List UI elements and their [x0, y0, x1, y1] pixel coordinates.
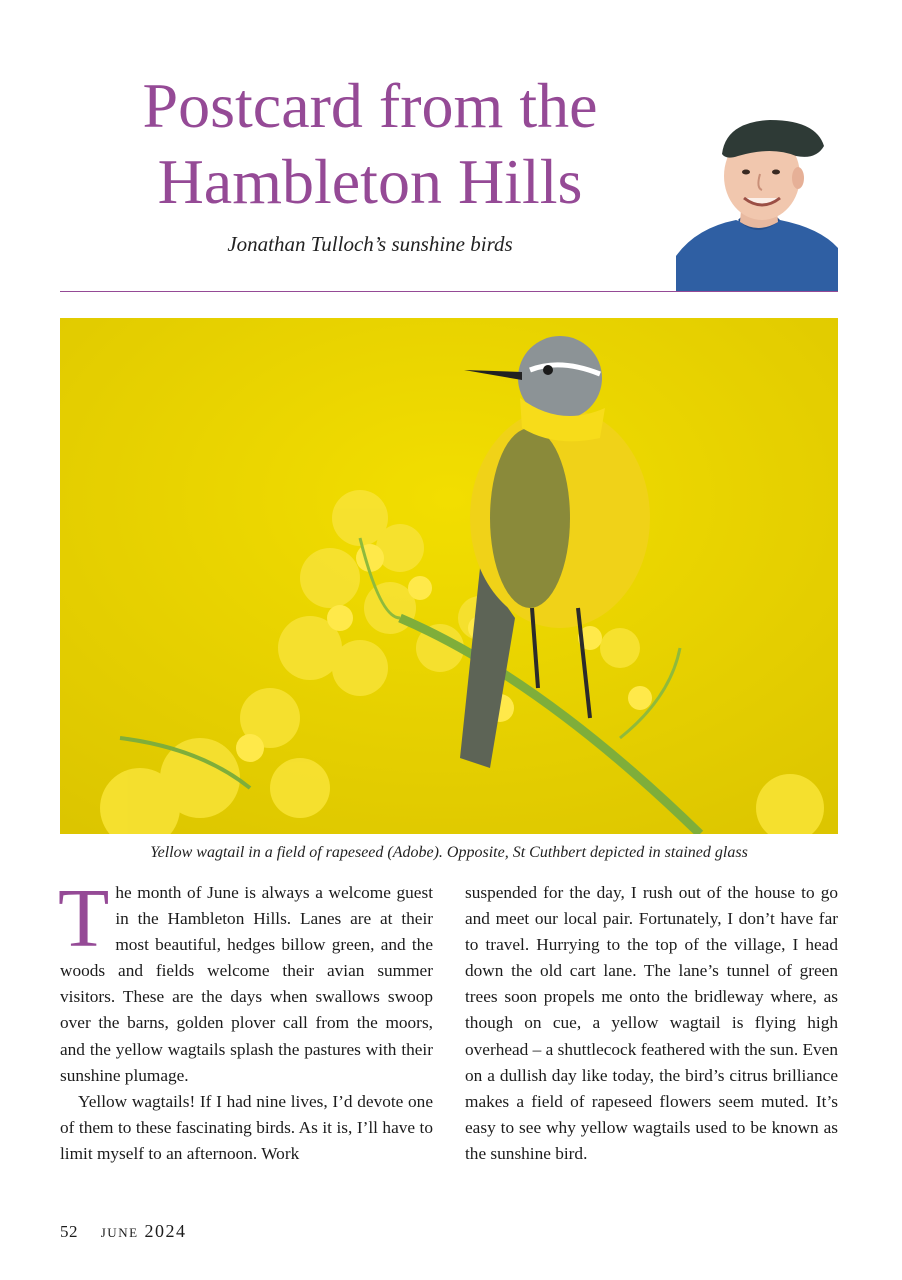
- header-rule: [60, 291, 838, 292]
- paragraph-3: suspended for the day, I rush out of the house to go and meet our local pair. Fortunately, I don’t have far to travel. Hurrying to the top of the village, I head down the old cart lane. The lane’s tunnel of green trees soon propels me onto the bridleway where, as though on cue, a yellow wagtail is flying high overhead – a shuttlecock feathered with the sun. Even on a dullish day like today, the bird’s citrus brilliance makes a field of rapeseed flowers seem muted. It’s easy to see why yellow wagtails used to be known as the sunshine bird.: [465, 883, 838, 1163]
- hero-caption: Yellow wagtail in a field of rapeseed (Adobe). Opposite, St Cuthbert depicted in stained glass: [150, 844, 748, 861]
- drop-cap: T: [58, 872, 110, 965]
- article-column-right: [465, 880, 838, 1167]
- article-title: [60, 68, 680, 220]
- wagtail-illustration: [60, 318, 838, 834]
- title-line-1: Postcard from the: [142, 70, 598, 141]
- paragraph-1-text: he month of June is always a welcome guest in the Hambleton Hills. Lanes are at their most beautiful, hedges billow green, and the woods and fields welcome their avian summer visitors. These are the days when swallows swoop over the barns, golden plover call from the moors, and the yellow wagtails splash the pastures with their sunshine plumage.: [60, 883, 433, 1085]
- paragraph-1: [58, 872, 433, 1089]
- title-line-2: Hambleton Hills: [157, 146, 583, 217]
- author-photo: [676, 116, 838, 292]
- article-column-left: [58, 872, 433, 1167]
- page-number: 52: [60, 1222, 78, 1241]
- page-footer: [60, 1221, 187, 1242]
- issue-date: june 2024: [100, 1221, 187, 1241]
- article-subtitle: Jonathan Tulloch’s sunshine birds: [227, 232, 513, 256]
- paragraph-2: Yellow wagtails! If I had nine lives, I’d devote one of them to these fascinating birds. As it is, I’ll have to limit myself to an afternoon. Work: [60, 1091, 433, 1163]
- author-portrait-illustration: [676, 116, 838, 292]
- hero-photo: [60, 318, 838, 834]
